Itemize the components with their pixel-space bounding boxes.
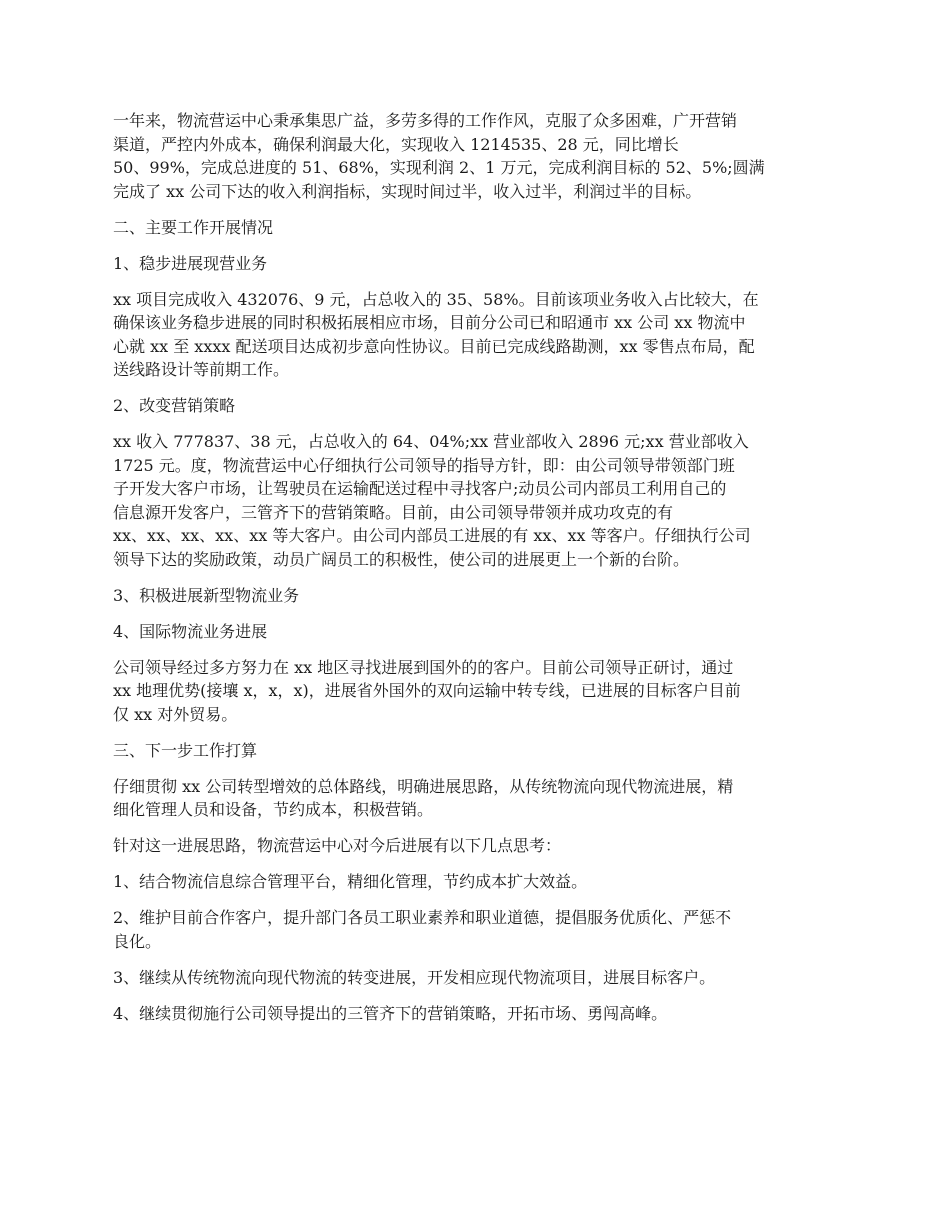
subheading-new-logistics: 3、积极进展新型物流业务 [113, 585, 300, 605]
list-item-2: 2、维护目前合作客户，提升部门各员工职业素养和职业道德，提倡服务优质化、严惩不 良化。 [113, 908, 732, 951]
paragraph-marketing-strategy: xx 收入 777837、38 元，占总收入的 64、04%;xx 营业部收入 2896 元;xx 营业部收入 1725 元。度，物流营运中心仔细执行公司领导的指导方针，即：由公司领导带领部门班 子开发大客户市场，让驾驶员在运输配送过程中寻找客户;动员公司内部员工利用自己的 信息源开发客户，三管齐下的营销策略。目前，由公司领导带领并成功攻克的有 xx、xx、xx、xx、xx 等大客户。由公司内部员工进展的有 xx、xx 等客户。仔细执行公司 领导下达的奖励政策，动员广阔员工的积极性，使公司的进展更上一个新的台阶。 [113, 432, 751, 569]
paragraph-next-plan: 仔细贯彻 xx 公司转型增效的总体路线，明确进展思路，从传统物流向现代物流进展，精 细化管理人员和设备，节约成本，积极营销。 [113, 776, 734, 819]
paragraph-international-logistics: 公司领导经过多方努力在 xx 地区寻找进展到国外的的客户。目前公司领导正研讨，通过 xx 地理优势(接壤 x，x，x)，进展省外国外的双向运输中转专线，已进展的目标客户目前 仅 xx 对外贸易。 [113, 657, 741, 724]
document-body [113, 109, 840, 1038]
subheading-international-logistics: 4、国际物流业务进展 [113, 621, 268, 641]
intro-paragraph: 一年来，物流营运中心秉承集思广益，多劳多得的工作作风，克服了众多困难，广开营销 渠道，严控内外成本，确保利润最大化，实现收入 1214535、28 元，同比增长 50、99%，完成总进度的 51、68%，实现利润 2、1 万元，完成利润目标的 52、5%;圆满 完成了 xx 公司下达的收入利润指标，实现时间过半，收入过半，利润过半的目标。 [113, 111, 765, 201]
section-heading-main-work: 二、主要工作开展情况 [113, 217, 274, 237]
section-heading-next-plan: 三、下一步工作打算 [113, 740, 258, 760]
subheading-existing-business: 1、稳步进展现营业务 [113, 253, 268, 273]
list-item-3: 3、继续从传统物流向现代物流的转变进展，开发相应现代物流项目，进展目标客户。 [113, 967, 716, 987]
paragraph-thoughts-intro: 针对这一进展思路，物流营运中心对今后进展有以下几点思考： [113, 836, 562, 855]
list-item-1: 1、结合物流信息综合管理平台，精细化管理，节约成本扩大效益。 [113, 872, 588, 891]
paragraph-existing-business: xx 项目完成收入 432076、9 元，占总收入的 35、58%。目前该项业务收入占比较大，在 确保该业务稳步进展的同时积极拓展相应市场，目前分公司已和昭通市 xx 公司 xx 物流中 心就 xx 至 xxxx 配送项目达成初步意向性协议。目前已完成线路勘测，xx 零售点布局，配 送线路设计等前期工作。 [113, 289, 759, 379]
subheading-marketing-strategy: 2、改变营销策略 [113, 396, 236, 415]
list-item-4: 4、继续贯彻施行公司领导提出的三管齐下的营销策略，开拓市场、勇闯高峰。 [113, 1003, 668, 1023]
